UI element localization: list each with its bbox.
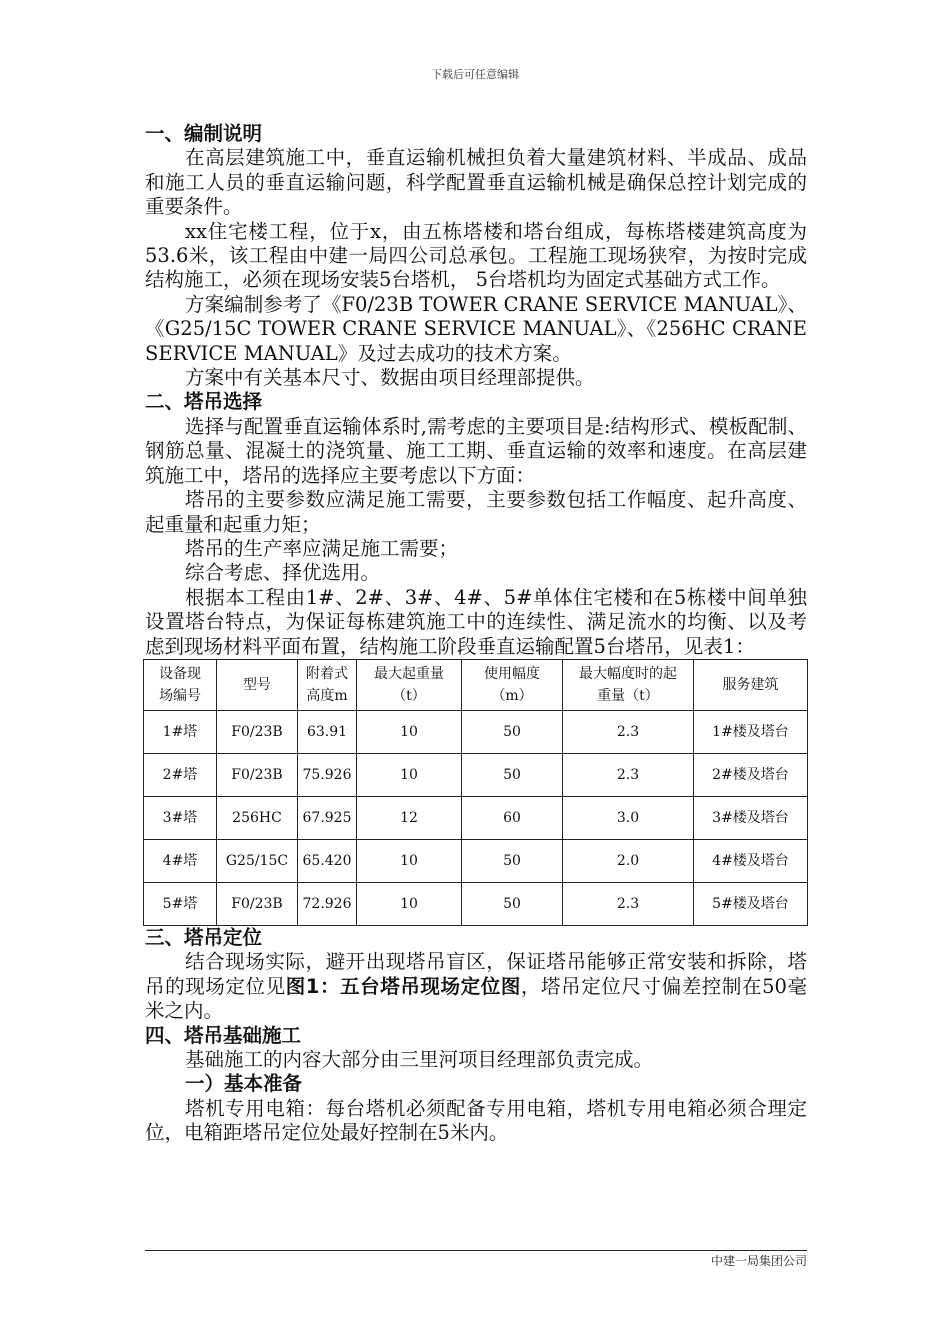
header-cell: 附着式 高度m (298, 659, 357, 710)
page-footer: 中建一局集团公司 (710, 1254, 807, 1268)
table-cell: 2.0 (563, 839, 694, 882)
table-cell: 2.3 (563, 882, 694, 925)
section-4-title: 四、塔吊基础施工 (145, 1023, 302, 1047)
page-header: 下载后可任意编辑 (431, 68, 519, 81)
section-4-subtitle-1: 一）基本准备 (185, 1072, 303, 1096)
table-cell: G25/15C (217, 839, 298, 882)
header-cell: 最大幅度时的起 重量（t） (563, 659, 694, 710)
section-2-paragraph-2: 塔吊的主要参数应满足施工需要，主要参数包括工作幅度、起升高度、起重量和起重力矩； (145, 488, 807, 536)
section-1-paragraph-4: 方案中有关基本尺寸、数据由项目经理部提供。 (185, 366, 595, 390)
section-4-paragraph-1: 基础施工的内容大部分由三里河项目经理部负责完成。 (185, 1047, 654, 1071)
table-cell: 63.91 (298, 710, 357, 753)
table-cell: F0/23B (217, 882, 298, 925)
table-cell: 72.926 (298, 882, 357, 925)
header-cell: 服务建筑 (694, 659, 808, 710)
footer-rule (145, 1250, 807, 1251)
figure-reference: 图1：五台塔吊现场定位图 (285, 974, 521, 998)
section-2-paragraph-1: 选择与配置垂直运输体系时,需考虑的主要项目是:结构形式、模板配制、钢筋总量、混凝土的浇筑量、施工工期、垂直运输的效率和速度。在高层建筑施工中，塔吊的选择应主要考虑以下方面： (145, 414, 807, 487)
table-row (144, 753, 808, 796)
section-1-paragraph-1: 在高层建筑施工中，垂直运输机械担负着大量建筑材料、半成品、成品和施工人员的垂直运输问题，科学配置垂直运输机械是确保总控计划完成的重要条件。 (145, 146, 807, 219)
table-row (144, 796, 808, 839)
table-cell: 10 (357, 753, 462, 796)
document-body (145, 122, 807, 1146)
section-2-paragraph-4: 综合考虑、择优选用。 (185, 561, 381, 585)
table-cell: 4#塔 (144, 839, 217, 882)
table-cell: 256HC (217, 796, 298, 839)
section-1-paragraph-3: 方案编制参考了《F0/23B TOWER CRANE SERVICE MANUAL》、《G25/15C TOWER CRANE SERVICE MANUAL》、《256HC CRANE SERVICE MANUAL》及过去成功的技术方案。 (145, 292, 807, 365)
table-header-row (144, 659, 808, 710)
crane-table (143, 659, 808, 926)
table-cell: 50 (462, 882, 563, 925)
table-cell: 5#楼及塔台 (694, 882, 808, 925)
header-cell: 设备现 场编号 (144, 659, 217, 710)
section-3-paragraph-1: 结合现场实际，避开出现塔吊盲区，保证塔吊能够正常安装和拆除，塔吊的现场定位见图1：五台塔吊现场定位图，塔吊定位尺寸偏差控制在50毫米之内。 (145, 950, 807, 1023)
section-3-title: 三、塔吊定位 (145, 925, 263, 949)
section-2-paragraph-3: 塔吊的生产率应满足施工需要； (185, 536, 459, 560)
table-cell: 60 (462, 796, 563, 839)
table-cell: F0/23B (217, 710, 298, 753)
table-cell: 2.3 (563, 710, 694, 753)
table-cell: 10 (357, 882, 462, 925)
section-1-paragraph-2: xx住宅楼工程，位于x，由五栋塔楼和塔台组成，每栋塔楼建筑高度为53.6米，该工程由中建一局四公司总承包。工程施工现场狭窄，为按时完成结构施工，必须在现场安装5台塔机， 5台塔机均为固定式基础方式工作。 (145, 219, 807, 292)
table-cell: 50 (462, 839, 563, 882)
table-cell: 2#楼及塔台 (694, 753, 808, 796)
table-cell: 10 (357, 710, 462, 753)
table-cell: 3#塔 (144, 796, 217, 839)
table-cell: 10 (357, 839, 462, 882)
table-row (144, 710, 808, 753)
table-cell: 12 (357, 796, 462, 839)
header-cell: 最大起重量 （t） (357, 659, 462, 710)
table-cell: 2#塔 (144, 753, 217, 796)
table-cell: 50 (462, 753, 563, 796)
table-cell: F0/23B (217, 753, 298, 796)
header-cell: 使用幅度 （m） (462, 659, 563, 710)
table-cell: 5#塔 (144, 882, 217, 925)
table-cell: 3.0 (563, 796, 694, 839)
table-cell: 65.420 (298, 839, 357, 882)
table-cell: 2.3 (563, 753, 694, 796)
table-cell: 75.926 (298, 753, 357, 796)
section-2-paragraph-5: 根据本工程由1#、2#、3#、4#、5#单体住宅楼和在5栋楼中间单独设置塔台特点，为保证每栋建筑施工中的连续性、满足流水的均衡、以及考虑到现场材料平面布置，结构施工阶段垂直运输配置5台塔吊，见表1： (145, 585, 807, 658)
section-4-paragraph-2: 塔机专用电箱：每台塔机必须配备专用电箱，塔机专用电箱必须合理定位，电箱距塔吊定位处最好控制在5米内。 (145, 1096, 807, 1145)
table-cell: 3#楼及塔台 (694, 796, 808, 839)
section-1-title: 一、编制说明 (145, 122, 263, 145)
section-2-title: 二、塔吊选择 (145, 390, 263, 414)
table-row (144, 839, 808, 882)
table-row (144, 882, 808, 925)
table-cell: 50 (462, 710, 563, 753)
header-cell: 型号 (217, 659, 298, 710)
table-cell: 1#楼及塔台 (694, 710, 808, 753)
table-cell: 1#塔 (144, 710, 217, 753)
table-cell: 67.925 (298, 796, 357, 839)
table-cell: 4#楼及塔台 (694, 839, 808, 882)
